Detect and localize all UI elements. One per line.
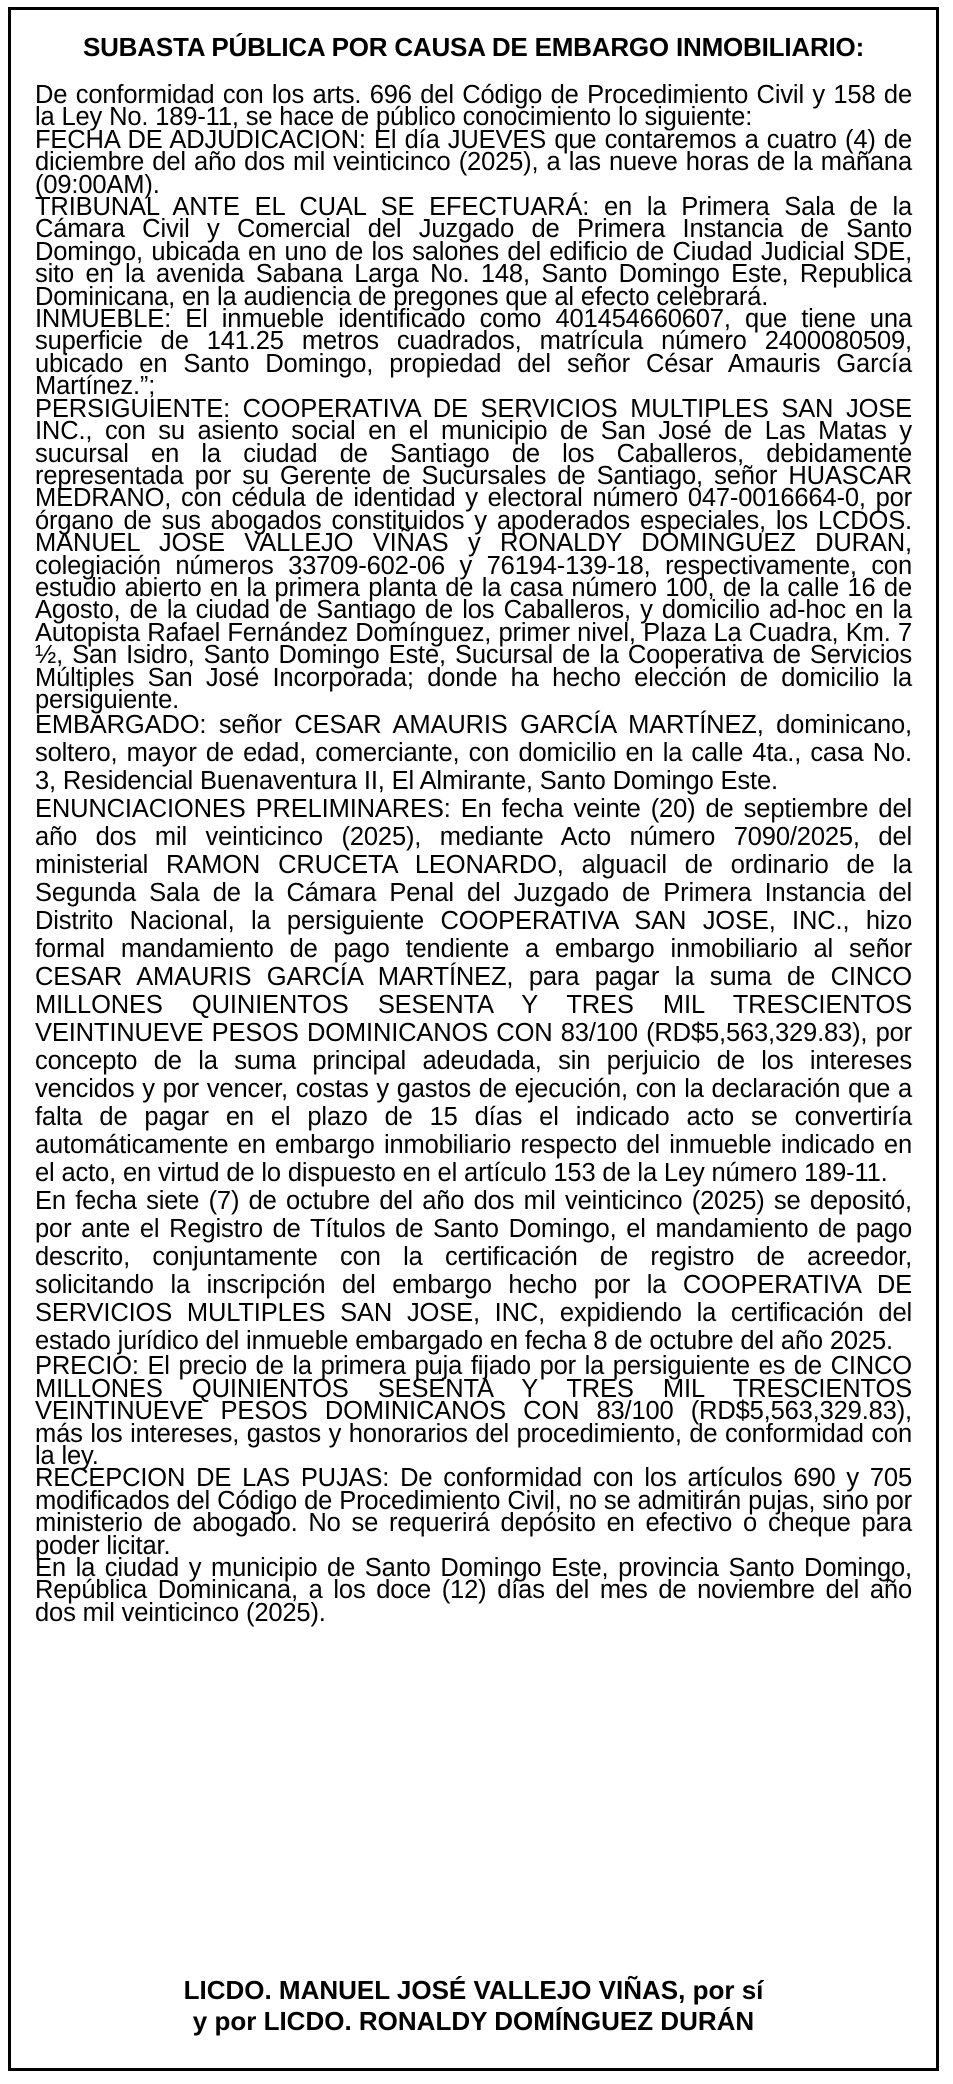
paragraph-fecha-adjudicacion: FECHA DE ADJUDICACION: El día JUEVES que contaremos a cuatro (4) de diciembre del año dos mil veinticinco (2025), a las nueve horas de la mañana (09:00AM).	[35, 125, 912, 199]
legal-notice	[8, 7, 939, 2071]
signature-line-2: y por LICDO. RONALDY DOMÍNGUEZ DURÁN	[192, 2006, 755, 2036]
notice-body	[35, 81, 912, 1627]
notice-title: SUBASTA PÚBLICA POR CAUSA DE EMBARGO INMOBILIARIO:	[82, 32, 865, 62]
signature-line-1: LICDO. MANUEL JOSÉ VALLEJO VIÑAS, por sí	[183, 1975, 764, 2005]
paragraph-tribunal: TRIBUNAL ANTE EL CUAL SE EFECTUARÁ: en la Primera Sala de la Cámara Civil y Comercial del Juzgado de Primera Instancia de Santo Domingo, ubicada en uno de los salones del edificio de Ciudad Judicial SDE, sito en la avenida Sabana Larga No. 148, Santo Domingo Este, Republica Dominicana, en la audiencia de pregones que al efecto celebrará.	[35, 193, 912, 311]
paragraph-embargado: EMBARGADO: señor CESAR AMAURIS GARCÍA MARTÍNEZ, dominicano, soltero, mayor de edad, comerciante, con domicilio en la calle 4ta., casa No. 3, Residencial Buenaventura II, El Almirante, Santo Domingo Este.	[35, 711, 912, 796]
paragraph-intro: De conformidad con los arts. 696 del Código de Procedimiento Civil y 158 de la Ley No. 189-11, se hace de público conocimiento lo siguiente:	[35, 81, 912, 132]
paragraph-deposito: En fecha siete (7) de octubre del año dos mil veinticinco (2025) se depositó, por ante el Registro de Títulos de Santo Domingo, el mandamiento de pago descrito, conjuntamente con la certificación de registro de acreedor, solicitando la inscripción del embargo hecho por la COOPERATIVA DE SERVICIOS MULTIPLES SAN JOSE, INC, expidiendo la certificación del estado jurídico del inmueble embargado en fecha 8 de octubre del año 2025.	[35, 1187, 912, 1356]
signature-block	[11, 1975, 936, 2037]
paragraph-persiguiente: PERSIGUIENTE: COOPERATIVA DE SERVICIOS MULTIPLES SAN JOSE INC., con su asiento social en el municipio de San José de Las Matas y sucursal en la ciudad de Santiago de los Caballeros, debidamente representada por su Gerente de Sucursales de Santiago, señor HUASCAR MEDRANO, con cédula de identidad y electoral número 047-0016664-0, por órgano de sus abogados constituidos y apoderados especiales, los LCDOS. MANUEL JOSE VALLEJO VIÑAS y RONALDY DOMINGUEZ DURAN, colegiación números 33709-602-06 y 76194-139-18, respectivamente, con estudio abierto en la primera planta de la casa número 100, de la calle 16 de Agosto, de la ciudad de Santiago de los Caballeros, y domicilio ad-hoc en la Autopista Rafael Fernández Domínguez, primer nivel, Plaza La Cuadra, Km. 7 ½, San Isidro, Santo Domingo Este, Sucursal de la Cooperativa de Servicios Múltiples San José Incorporada; donde ha hecho elección de domicilio la persiguiente.	[35, 394, 912, 714]
paragraph-recepcion-pujas: RECEPCION DE LAS PUJAS: De conformidad con los artículos 690 y 705 modificados del Código de Procedimiento Civil, no se admitirán pujas, sino por ministerio de abogado. No se requerirá depósito en efectivo o cheque para poder licitar.	[35, 1464, 912, 1560]
paragraph-enunciaciones: ENUNCIACIONES PRELIMINARES: En fecha veinte (20) de septiembre del año dos mil veinticinco (2025), mediante Acto número 7090/2025, del ministerial RAMON CRUCETA LEONARDO, alguacil de ordinario de la Segunda Sala de la Cámara Penal del Juzgado de Primera Instancia del Distrito Nacional, la persiguiente COOPERATIVA SAN JOSE, INC., hizo formal mandamiento de pago tendiente a embargo inmobiliario al señor CESAR AMAURIS GARCÍA MARTÍNEZ, para pagar la suma de CINCO MILLONES QUINIENTOS SESENTA Y TRES MIL TRESCIENTOS VEINTINUEVE PESOS DOMINICANOS CON 83/100 (RD$5,563,329.83), por concepto de la suma principal adeudada, sin perjuicio de los intereses vencidos y por vencer, costas y gastos de ejecución, con la declaración que a falta de pagar en el plazo de 15 días el indicado acto se convertiría automáticamente en embargo inmobiliario respecto del inmueble indicado en el acto, en virtud de lo dispuesto en el artículo 153 de la Ley número 189-11.	[35, 795, 912, 1188]
paragraph-precio: PRECIO: El precio de la primera puja fijado por la persiguiente es de CINCO MILLONES QUINIENTOS SESENTA Y TRES MIL TRESCIENTOS VEINTINUEVE PESOS DOMINICANOS CON 83/100 (RD$5,563,329.83), más los intereses, gastos y honorarios del procedimiento, de conformidad con la ley.	[35, 1352, 912, 1470]
paragraph-lugar-fecha: En la ciudad y municipio de Santo Domingo Este, provincia Santo Domingo, República Dominicana, a los doce (12) días del mes de noviembre del año dos mil veinticinco (2025).	[35, 1554, 912, 1627]
paragraph-inmueble: INMUEBLE: El inmueble identificado como 401454660607, que tiene una superficie de 141.25 metros cuadrados, matrícula número 2400080509, ubicado en Santo Domingo, propiedad del señor César Amauris García Martínez.”;	[35, 305, 912, 401]
